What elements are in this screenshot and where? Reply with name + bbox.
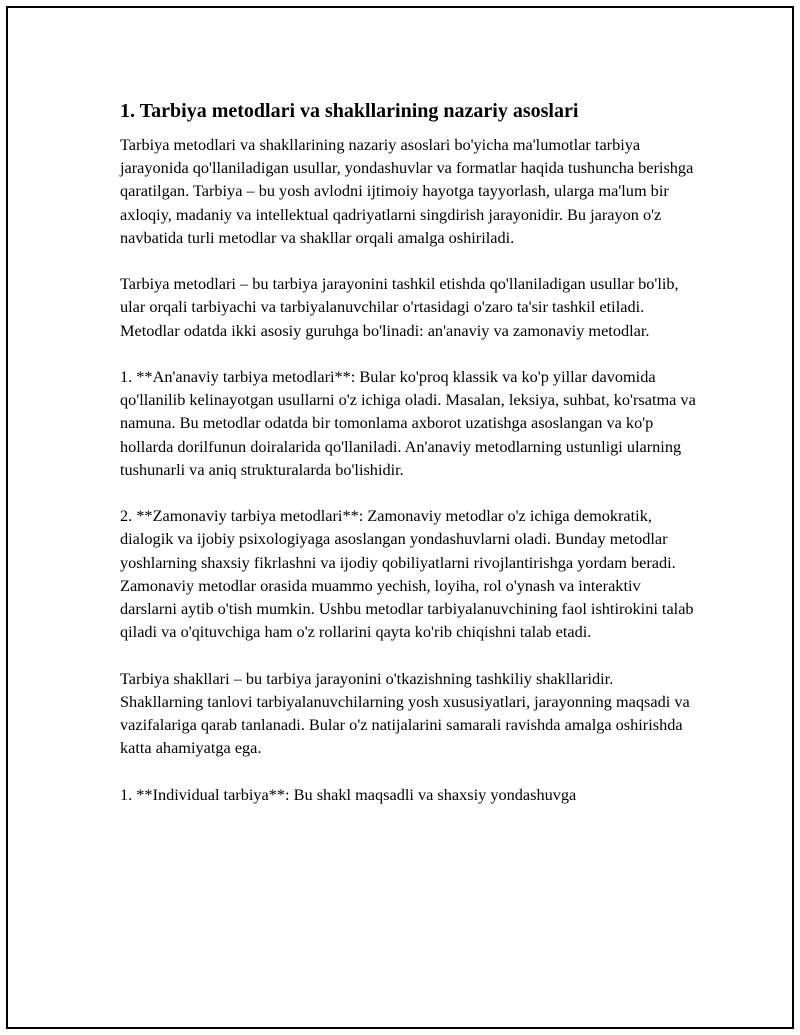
document-body — [120, 98, 700, 829]
page-frame — [6, 6, 794, 1029]
paragraph-modern-methods: 2. **Zamonaviy tarbiya metodlari**: Zamonaviy metodlar o'z ichiga demokratik, dialogik va ijobiy psixologiyaga asoslangan yondashuvlarni oladi. Bunday metodlar yoshlarning shaxsiy fikrlashni va ijodiy qobiliyatlarni rivojlantirishga yordam beradi. Zamonaviy metodlar orasida muammo yechish, loyiha, rol o'ynash va interaktiv darslarni aytib o'tish mumkin. Ushbu metodlar tarbiyalanuvchining faol ishtirokini talab qiladi va o'qituvchiga ham o'z rollarini qayta ko'rib chiqishni talab etadi. — [120, 506, 694, 642]
paragraph-forms-definition: Tarbiya shakllari – bu tarbiya jarayonini o'tkazishning tashkiliy shakllaridir. Shakllarning tanlovi tarbiyalanuvchilarning yosh xususiyatlari, jarayonning maqsadi va vazifalariga qarab tanlanadi. Bular o'z natijalarini samarali ravishda amalga oshirishda katta ahamiyatga ega. — [120, 668, 690, 758]
paragraph-traditional-methods: 1. **An'anaviy tarbiya metodlari**: Bular ko'proq klassik va ko'p yillar davomida qo'llanilib kelinayotgan usullarni o'z ichiga oladi. Masalan, leksiya, suhbat, ko'rsatma va namuna. Bu metodlar odatda bir tomonlama axborot uzatishga asoslangan va ko'p hollarda dorilfunun doiralarida qo'llaniladi. An'anaviy metodlarning ustunligi ularning tushunarli va aniq strukturalarda bo'lishidir. — [120, 367, 696, 479]
paragraph-methods-definition: Tarbiya metodlari – bu tarbiya jarayonini tashkil etishda qo'llaniladigan usullar bo'lib, ular orqali tarbiyachi va tarbiyalanuvchilar o'rtasidagi o'zaro ta'sir tashkil etiladi. Metodlar odatda ikki asosiy guruhga bo'linadi: an'anaviy va zamonaviy metodlar. — [120, 274, 679, 340]
section-heading: 1. Tarbiya metodlari va shakllarining nazariy asoslari — [120, 100, 579, 122]
paragraph-intro: Tarbiya metodlari va shakllarining nazariy asoslari bo'yicha ma'lumotlar tarbiya jarayonida qo'llaniladigan usullar, yondashuvlar va formatlar haqida tushuncha berishga qaratilgan. Tarbiya – bu yosh avlodni ijtimoiy hayotga tayyorlash, ularga ma'lum bir axloqiy, madaniy va intellektual qadriyatlarni singdirish jarayonidir. Bu jarayon o'z navbatida turli metodlar va shakllar orqali amalga oshiriladi. — [120, 135, 694, 247]
paragraph-individual-education: 1. **Individual tarbiya**: Bu shakl maqsadli va shaxsiy yondashuvga — [120, 784, 577, 804]
